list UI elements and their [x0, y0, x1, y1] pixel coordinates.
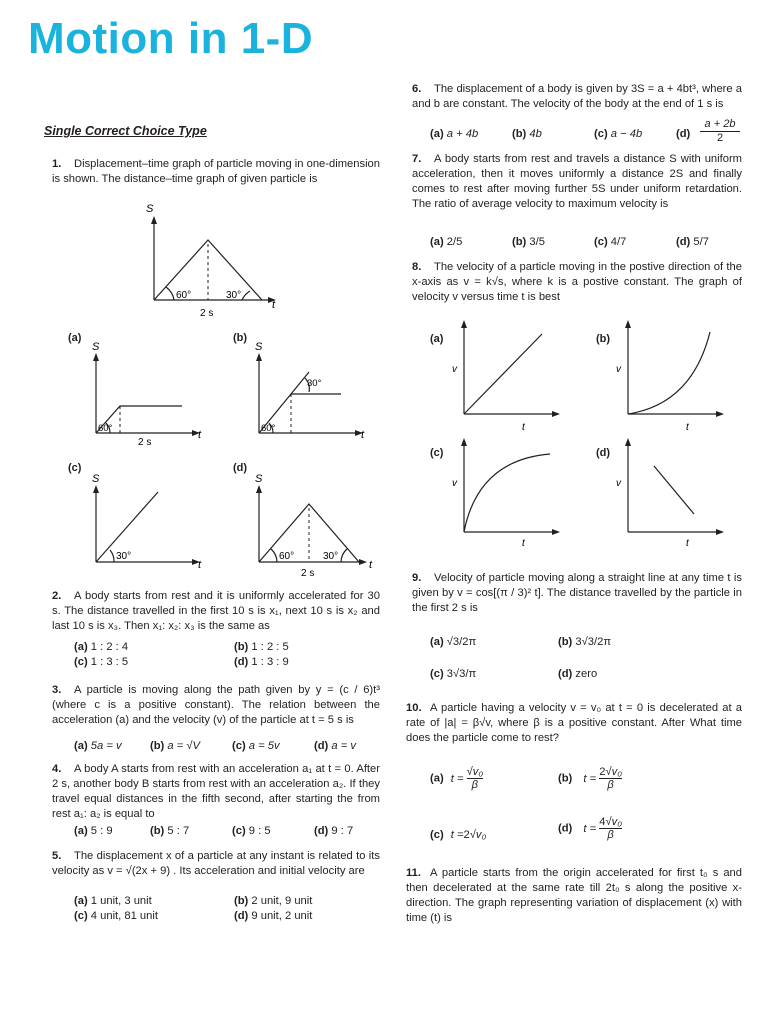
svg-text:t: t: [522, 422, 525, 432]
svg-text:30°: 30°: [323, 551, 339, 562]
q1-option-c-graph[interactable]: [82, 470, 212, 575]
q6-option-c[interactable]: (c) a − 4b: [594, 128, 643, 140]
question-5: 5. The displacement x of a particle at any instant is related to its velocity as v = √(2x + 9) . Its acceleration and initial velocity are: [52, 850, 380, 877]
q10-option-d[interactable]: (d) t = $\frac{\text{4√v₀}}{\beta}$: [558, 816, 622, 841]
svg-text:60°: 60°: [279, 551, 295, 562]
axis-label-t: t: [272, 299, 276, 311]
question-4: 4. A body A starts from rest with an acceleration a₁ at t = 0. After 2 s, another body B starts from rest with an acceleration a₂. If they travel equal distances in the fifth second, after starting the from rest a₁: a₂ is equal to: [52, 763, 380, 820]
svg-text:30°: 30°: [116, 551, 132, 562]
q1-option-b-graph[interactable]: [245, 338, 375, 448]
q1-option-c-label: (c): [68, 462, 82, 474]
svg-text:t: t: [686, 422, 689, 432]
q6-option-d-fraction: a + 2b 2: [700, 118, 740, 144]
question-6: 6. The displacement of a body is given by 3S = a + 4bt³, where a and b are constant. The velocity of the body at the end of 1 s is: [412, 83, 742, 110]
q5-option-b[interactable]: (b) 2 unit, 9 unit: [234, 895, 313, 907]
q3-option-d[interactable]: (d) a = v: [314, 740, 356, 752]
q7-option-c[interactable]: (c) 4/7: [594, 236, 627, 248]
q9-option-d[interactable]: (d) zero: [558, 668, 598, 680]
axis-label-s: S: [146, 203, 154, 215]
q1-option-a-label: (a): [68, 332, 82, 344]
q2-option-d[interactable]: (d) 1 : 3 : 9: [234, 656, 289, 668]
q4-option-b[interactable]: (b) 5 : 7: [150, 825, 190, 837]
q6-option-a[interactable]: (a) a + 4b: [430, 128, 479, 140]
angle-60: 60°: [176, 290, 192, 301]
svg-text:S: S: [255, 341, 263, 353]
q5-option-c[interactable]: (c) 4 unit, 81 unit: [74, 910, 158, 922]
q9-option-a[interactable]: (a) √3/2π: [430, 636, 477, 648]
svg-text:t: t: [198, 429, 202, 441]
q8-option-a-label: (a): [430, 333, 444, 345]
svg-text:60°: 60°: [261, 423, 276, 434]
svg-text:2 s: 2 s: [138, 437, 152, 448]
section-heading: Single Correct Choice Type: [44, 124, 207, 138]
q2-option-a[interactable]: (a) 1 : 2 : 4: [74, 641, 129, 653]
q8-option-b-graph[interactable]: [612, 312, 732, 432]
q8-option-c-label: (c): [430, 447, 444, 459]
svg-text:v: v: [452, 478, 457, 489]
q5-option-d[interactable]: (d) 9 unit, 2 unit: [234, 910, 313, 922]
q1-main-graph: [140, 200, 290, 320]
svg-text:v: v: [616, 478, 621, 489]
svg-text:S: S: [92, 341, 100, 353]
q8-option-b-label: (b): [596, 333, 611, 345]
q10-option-c[interactable]: (c) t =2√v₀: [430, 829, 487, 841]
question-7: 7. A body starts from rest and travels a distance S with uniform acceleration, then it moves uniformly a distance 2S and finally comes to rest after moving further 5S under uniform retardation. The ratio of average velocity to maximum velocity is: [412, 153, 742, 210]
duration-label: 2 s: [200, 308, 214, 319]
page-title: Motion in 1-D: [28, 14, 314, 63]
svg-text:v: v: [616, 364, 621, 375]
q8-option-d-graph[interactable]: [612, 430, 732, 550]
svg-text:S: S: [92, 473, 100, 485]
question-text: Displacement–time graph of particle moving in one-dimension is shown. The distance–time graph of given particle is: [52, 158, 380, 185]
svg-text:t: t: [369, 559, 373, 571]
q4-option-a[interactable]: (a) 5 : 9: [74, 825, 113, 837]
q8-option-a-graph[interactable]: [448, 312, 568, 432]
q10-option-a[interactable]: (a) t = $\frac{\text{√v₀}}{\beta}$: [430, 766, 484, 791]
question-8: 8. The velocity of a particle moving in the postive direction of the x-axis as v = k√s, where k is a postive constant. The graph of velocity v versus time t is best: [412, 261, 742, 303]
svg-text:t: t: [198, 559, 202, 571]
question-1: [52, 157, 380, 187]
svg-text:2 s: 2 s: [301, 568, 315, 579]
q3-option-b[interactable]: (b) a = √V: [150, 740, 200, 752]
q3-option-a[interactable]: (a) 5a = v: [74, 740, 122, 752]
q7-option-a[interactable]: (a) 2/5: [430, 236, 463, 248]
svg-text:t: t: [361, 429, 365, 441]
question-10: 10. A particle having a velocity v = v₀ at t = 0 is decelerated at a rate of |a| = β√v, where β is a positive constant. After What time does the particle come to rest?: [406, 702, 742, 744]
q4-option-d[interactable]: (d) 9 : 7: [314, 825, 354, 837]
svg-text:t: t: [686, 538, 689, 549]
q9-option-b[interactable]: (b) 3√3/2π: [558, 636, 612, 648]
question-number: 1.: [52, 158, 62, 170]
q1-option-b-label: (b): [233, 332, 248, 344]
q7-option-d[interactable]: (d) 5/7: [676, 236, 709, 248]
question-3: 3. A particle is moving along the path given by y = (c / 6)t³ (where c is a positive constant). The relation between the acceleration (a) and the velocity (v) of the particle at t = 5 s is: [52, 684, 380, 726]
svg-text:30°: 30°: [307, 378, 322, 389]
q5-option-a[interactable]: (a) 1 unit, 3 unit: [74, 895, 152, 907]
q7-option-b[interactable]: (b) 3/5: [512, 236, 545, 248]
q9-option-c[interactable]: (c) 3√3/π: [430, 668, 477, 680]
q6-option-b[interactable]: (b) 4b: [512, 128, 542, 140]
svg-text:v: v: [452, 364, 457, 375]
question-9: 9. Velocity of particle moving along a straight line at any time t is given by v = cos[(π / 3)² t]. The distance travelled by the particle in the first 2 s is: [412, 572, 742, 614]
question-11: 11. A particle starts from the origin accelerated for first t₀ s and then decelerated at the same rate till 2t₀ s along the positive x-direction. The graph representing variation of displacement (x) with time (t) is: [406, 867, 742, 924]
svg-text:60°: 60°: [98, 423, 113, 434]
q4-option-c[interactable]: (c) 9 : 5: [232, 825, 271, 837]
question-2: 2. A body starts from rest and it is uniformly accelerated for 30 s. The distance travelled in the first 10 s is x₁, next 10 s is x₂ and last 10 s is x₃. Then x₁: x₂: x₃ is the same as: [52, 590, 380, 632]
svg-text:S: S: [255, 473, 263, 485]
q1-option-a-graph[interactable]: [82, 338, 212, 448]
q6-option-d[interactable]: (d): [676, 128, 691, 140]
q2-option-b[interactable]: (b) 1 : 2 : 5: [234, 641, 289, 653]
q8-option-c-graph[interactable]: [448, 430, 568, 550]
q1-option-d-label: (d): [233, 462, 248, 474]
q8-option-d-label: (d): [596, 447, 611, 459]
svg-text:t: t: [522, 538, 525, 549]
angle-30: 30°: [226, 290, 242, 301]
q2-option-c[interactable]: (c) 1 : 3 : 5: [74, 656, 129, 668]
q10-option-b[interactable]: (b) t = $\frac{\text{2√v₀}}{\beta}$: [558, 766, 622, 791]
q1-option-d-graph[interactable]: [245, 470, 380, 580]
q3-option-c[interactable]: (c) a = 5v: [232, 740, 280, 752]
